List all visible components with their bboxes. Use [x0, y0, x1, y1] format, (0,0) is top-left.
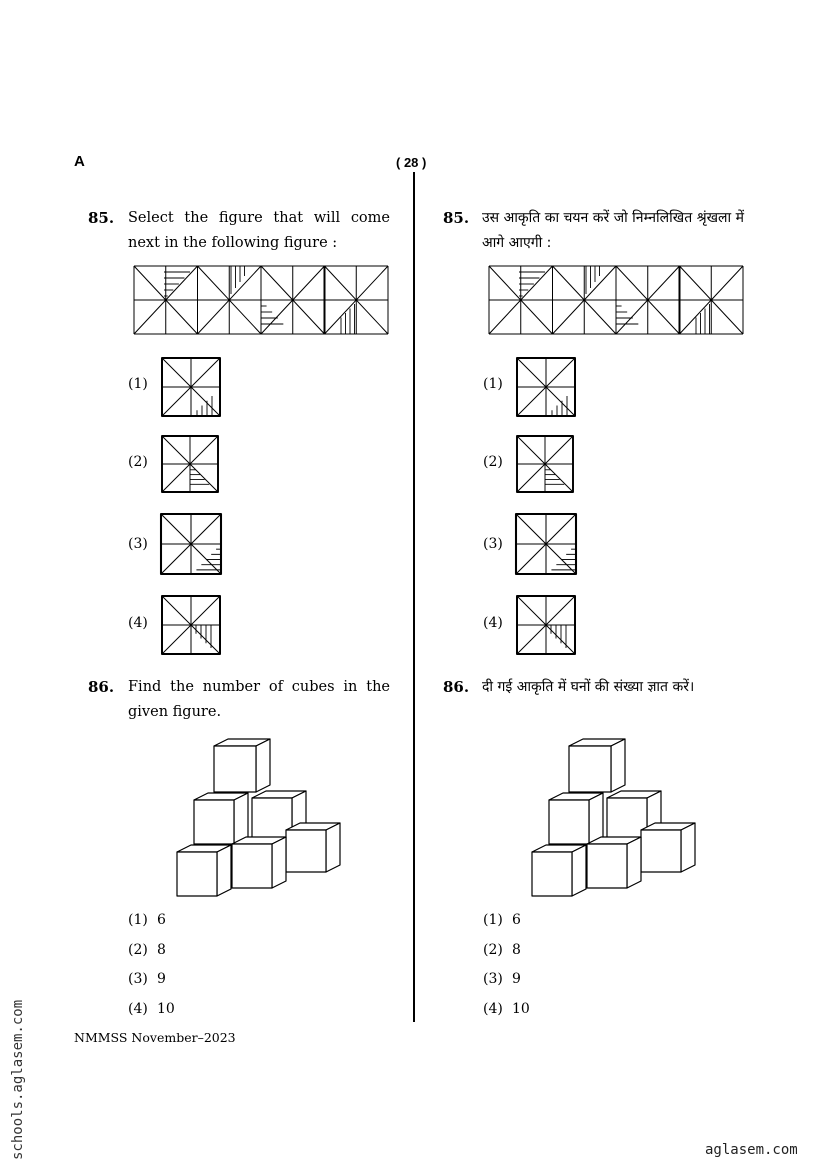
- q85-option-2-figure-hi[interactable]: [517, 436, 573, 492]
- cube-front: [532, 852, 572, 896]
- q85-option-4-figure-hi[interactable]: [517, 596, 575, 654]
- q86-option-2-label-en[interactable]: (2): [128, 942, 148, 958]
- q86-option-3-label-hi[interactable]: (3): [483, 971, 503, 987]
- q86-number-hi: 86.: [443, 678, 470, 696]
- q86-cubes-figure-en: [174, 734, 346, 898]
- q86-text-hi: दी गई आकृति में घनों की संख्या ज्ञात करें।: [482, 679, 695, 695]
- q86-option-4-label-en[interactable]: (4): [128, 1001, 148, 1017]
- q86-option-2-label-hi[interactable]: (2): [483, 942, 503, 958]
- q86-option-1-label-en[interactable]: (1): [128, 912, 148, 928]
- cube-front: [569, 746, 611, 792]
- page-number: ( 28 ): [396, 155, 427, 170]
- paper-set-label: A: [74, 153, 85, 170]
- q85-number-hi: 85.: [443, 209, 470, 227]
- bottom-watermark: aglasem.com: [705, 1142, 798, 1158]
- q86-option-4-value-hi[interactable]: 10: [512, 1001, 530, 1017]
- q85-option-1-label-hi[interactable]: (1): [483, 376, 503, 392]
- cube-side: [589, 793, 603, 844]
- cube-side: [256, 739, 270, 792]
- cube-front: [177, 852, 217, 896]
- q86-option-3-value-en[interactable]: 9: [157, 971, 166, 987]
- q86-text-en: Find the number of cubes in the given figure.: [128, 679, 390, 720]
- cube-side: [234, 793, 248, 844]
- q85-option-2-label-hi[interactable]: (2): [483, 454, 503, 470]
- cube-side: [681, 823, 695, 872]
- q85-series-figure-en: [134, 266, 388, 334]
- q86-option-4-label-hi[interactable]: (4): [483, 1001, 503, 1017]
- cube-front: [587, 844, 627, 888]
- q85-option-1-label-en[interactable]: (1): [128, 376, 148, 392]
- q85-text-hi: उस आकृति का चयन करें जो निम्नलिखित श्रृंखला में आगे आएगी :: [482, 210, 744, 251]
- q85-text-en: Select the figure that will come next in the following figure :: [128, 210, 390, 251]
- column-divider: [413, 172, 415, 1022]
- cube-side: [611, 739, 625, 792]
- cube-front: [549, 800, 589, 844]
- cube-side: [326, 823, 340, 872]
- q85-option-3-label-hi[interactable]: (3): [483, 536, 503, 552]
- q85-option-3-label-en[interactable]: (3): [128, 536, 148, 552]
- q85-option-4-label-hi[interactable]: (4): [483, 615, 503, 631]
- q86-option-3-label-en[interactable]: (3): [128, 971, 148, 987]
- q85-option-1-figure-en[interactable]: [162, 358, 220, 416]
- cube-front: [232, 844, 272, 888]
- q86-number-en: 86.: [88, 678, 115, 696]
- cube-front: [194, 800, 234, 844]
- cube-front: [286, 830, 326, 872]
- q85-option-3-figure-hi[interactable]: [516, 514, 576, 574]
- side-watermark: schools.aglasem.com: [10, 999, 26, 1160]
- cube-front: [641, 830, 681, 872]
- q86-option-4-value-en[interactable]: 10: [157, 1001, 175, 1017]
- cube-side: [627, 837, 641, 888]
- exam-footer: NMMSS November–2023: [74, 1030, 236, 1045]
- q86-option-1-value-en[interactable]: 6: [157, 912, 166, 928]
- cube-side: [572, 845, 586, 896]
- q85-option-1-figure-hi[interactable]: [517, 358, 575, 416]
- q86-option-1-value-hi[interactable]: 6: [512, 912, 521, 928]
- q85-option-4-label-en[interactable]: (4): [128, 615, 148, 631]
- q86-option-1-label-hi[interactable]: (1): [483, 912, 503, 928]
- q85-option-4-figure-en[interactable]: [162, 596, 220, 654]
- q86-option-3-value-hi[interactable]: 9: [512, 971, 521, 987]
- cube-front: [214, 746, 256, 792]
- q85-option-3-figure-en[interactable]: [161, 514, 221, 574]
- q85-series-figure-hi: [489, 266, 743, 334]
- q85-number-en: 85.: [88, 209, 115, 227]
- cube-side: [272, 837, 286, 888]
- q86-cubes-figure-hi: [529, 734, 701, 898]
- cube-side: [217, 845, 231, 896]
- q85-option-2-figure-en[interactable]: [162, 436, 218, 492]
- q86-option-2-value-hi[interactable]: 8: [512, 942, 521, 958]
- q86-option-2-value-en[interactable]: 8: [157, 942, 166, 958]
- q85-option-2-label-en[interactable]: (2): [128, 454, 148, 470]
